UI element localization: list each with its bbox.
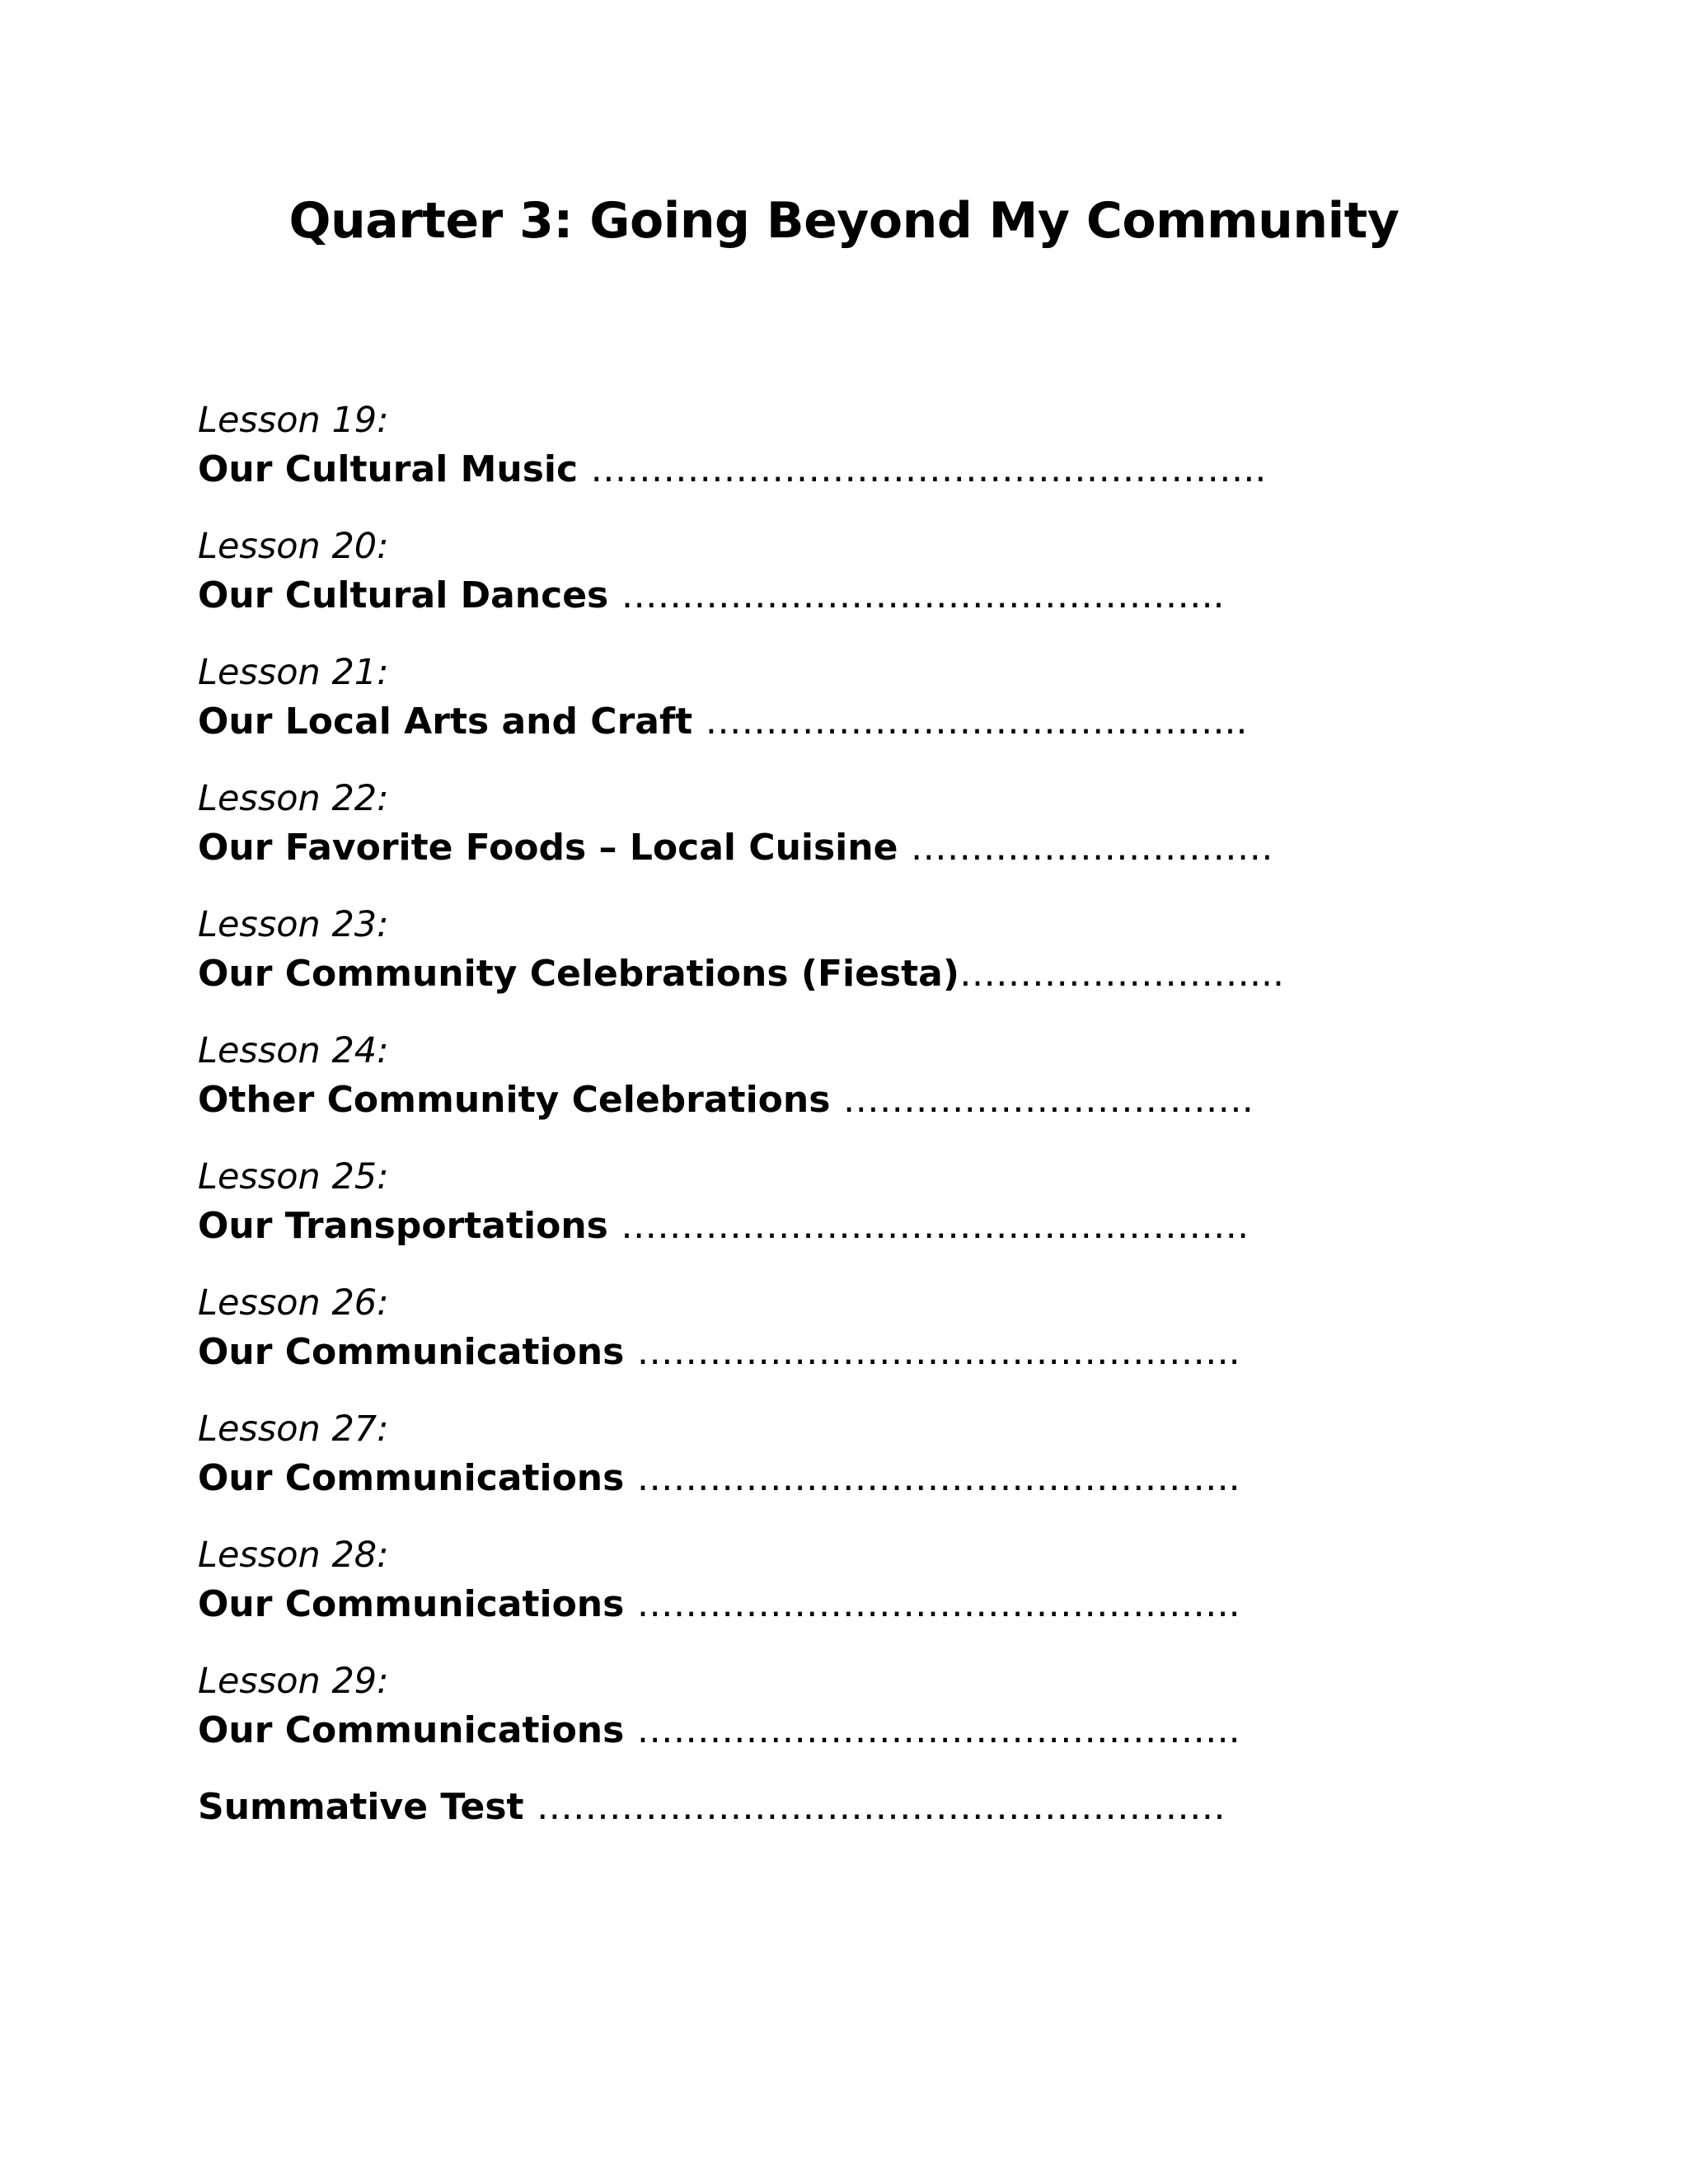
toc-entry-lesson-28	[198, 1530, 1335, 1629]
toc-entry-lesson-19	[198, 396, 1335, 494]
toc-entry-lesson-21	[198, 648, 1335, 747]
lesson-title: Our Communications	[198, 1331, 637, 1373]
dot-leader: ……………………………………...	[705, 701, 1248, 743]
lesson-number-label: Lesson 25:	[198, 1156, 389, 1197]
toc-entry-lesson-23	[198, 900, 1335, 999]
lesson-title-line	[198, 1580, 1335, 1629]
dot-leader: …………………………………………..	[636, 1331, 1240, 1373]
toc-entry-lesson-24	[198, 1026, 1335, 1125]
lesson-title-line	[198, 697, 1335, 747]
lesson-title-line	[198, 1454, 1335, 1503]
dot-leader: ………………………………………………..	[590, 448, 1267, 490]
lesson-number-label: Lesson 20:	[198, 526, 389, 567]
dot-leader: …………………………………………………	[536, 1786, 1226, 1828]
toc-entry-lesson-26	[198, 1278, 1335, 1377]
lesson-title-line	[198, 571, 1335, 621]
dot-leader: …………………………………………..	[636, 1709, 1240, 1751]
lesson-title-line	[198, 949, 1335, 999]
lesson-title-line	[198, 823, 1335, 873]
dot-leader: …………………………	[910, 827, 1273, 869]
lesson-title: Other Community Celebrations	[198, 1079, 843, 1121]
table-of-contents	[198, 396, 1335, 1832]
lesson-number-label: Lesson 27:	[198, 1408, 389, 1450]
dot-leader: …………………………………………….	[621, 1205, 1250, 1247]
dot-leader: …………………………………………..	[621, 574, 1225, 616]
dot-leader: …………………………………………..	[636, 1457, 1240, 1499]
toc-entry-lesson-25	[198, 1152, 1335, 1251]
dot-leader: ……………………...	[959, 953, 1284, 995]
lesson-title-line	[198, 1076, 1335, 1125]
lesson-title: Our Communications	[198, 1457, 637, 1499]
lesson-title: Our Favorite Foods – Local Cuisine	[198, 827, 911, 869]
lesson-title: Our Local Arts and Craft	[198, 701, 706, 743]
page-title: Quarter 3: Going Beyond My Community	[288, 192, 1400, 250]
lesson-title-line	[198, 1328, 1335, 1377]
lesson-title-line	[198, 1706, 1335, 1755]
lesson-number-label: Lesson 28:	[198, 1535, 389, 1576]
lesson-title: Our Cultural Dances	[198, 574, 621, 616]
toc-entry-lesson-27	[198, 1404, 1335, 1503]
toc-entry-lesson-29	[198, 1657, 1335, 1755]
lesson-title: Our Transportations	[198, 1205, 621, 1247]
lesson-title: Our Communications	[198, 1709, 637, 1751]
summative-test-title: Summative Test	[198, 1786, 537, 1828]
lesson-number-label: Lesson 29:	[198, 1661, 389, 1702]
lesson-number-label: Lesson 23:	[198, 904, 389, 945]
lesson-number-label: Lesson 19:	[198, 400, 389, 441]
lesson-number-label: Lesson 24:	[198, 1030, 389, 1071]
toc-entry-summative-test	[198, 1783, 1335, 1832]
lesson-title-line	[198, 445, 1335, 494]
toc-entry-lesson-20	[198, 522, 1335, 621]
lesson-title: Our Community Celebrations (Fiesta)	[198, 953, 959, 995]
dot-leader: …………………………………………..	[636, 1583, 1240, 1625]
lesson-title: Our Cultural Music	[198, 448, 591, 490]
lesson-number-label: Lesson 26:	[198, 1282, 389, 1324]
lesson-number-label: Lesson 21:	[198, 652, 389, 693]
lesson-title-line	[198, 1202, 1335, 1251]
lesson-title: Our Communications	[198, 1583, 637, 1625]
lesson-number-label: Lesson 22:	[198, 778, 389, 819]
dot-leader: …………………………….	[842, 1079, 1254, 1121]
toc-entry-lesson-22	[198, 774, 1335, 873]
